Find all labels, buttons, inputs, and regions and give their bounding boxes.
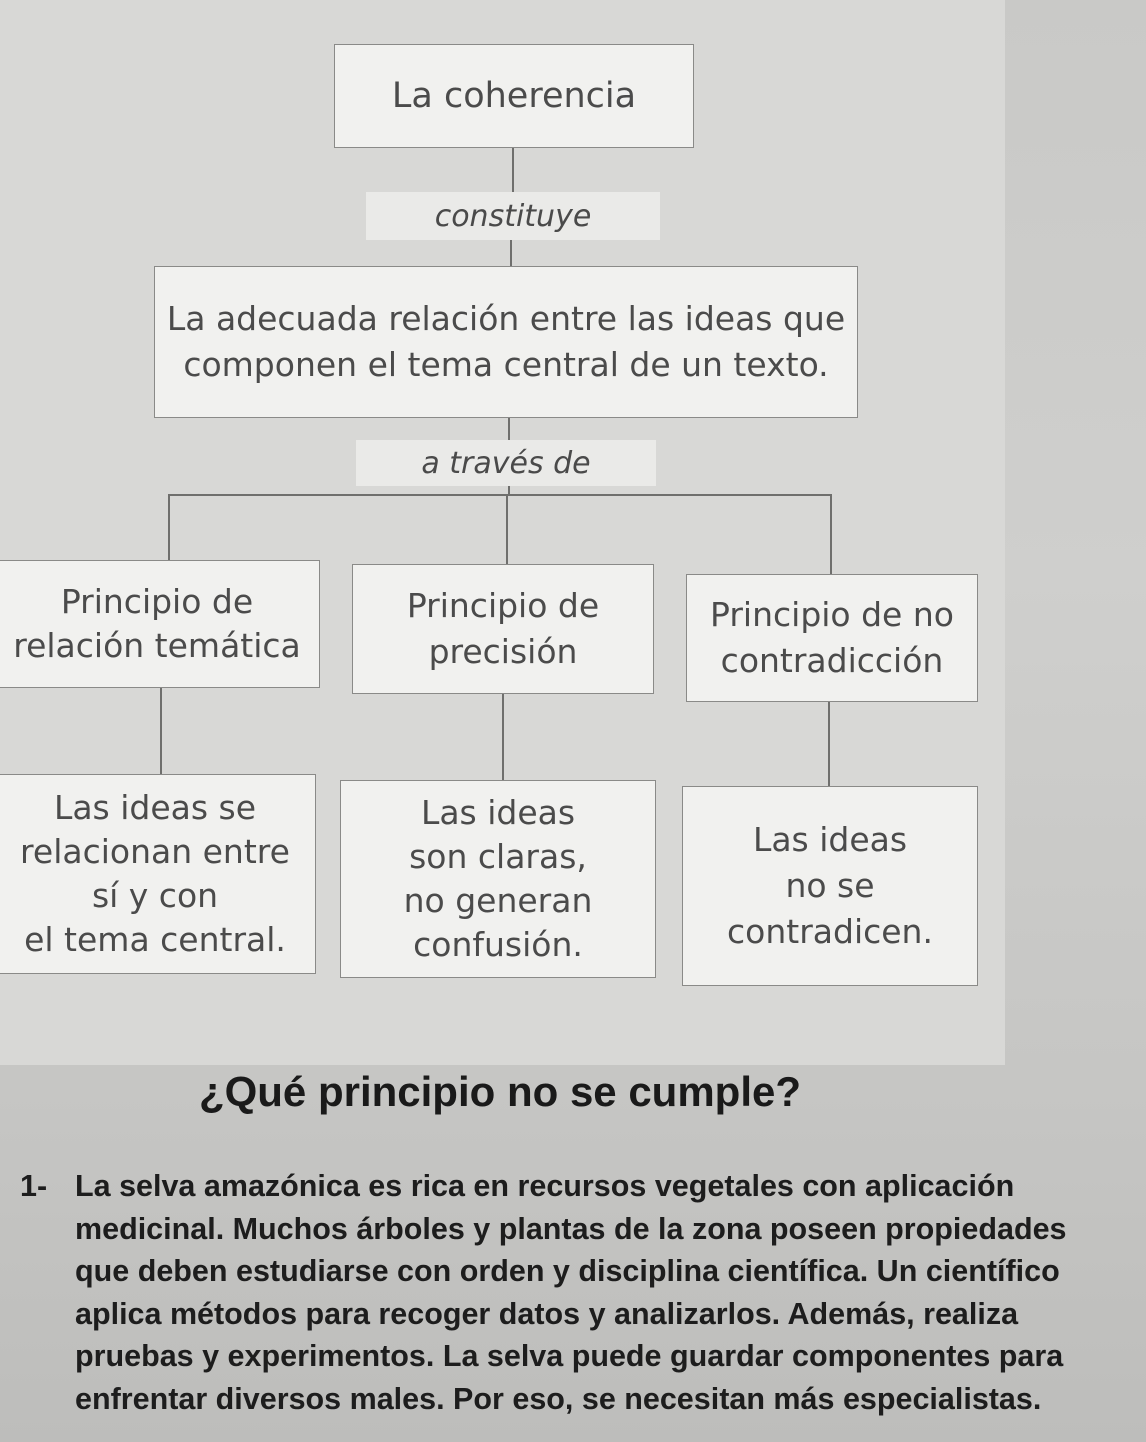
- connector-1-text: constituye: [434, 198, 592, 234]
- exercise-line-6: enfrentar diversos males. Por eso, se necesitan más especialistas.: [75, 1381, 1042, 1416]
- connector-line-right-down: [828, 702, 830, 788]
- description-1-line-3: sí y con: [91, 876, 219, 915]
- exercise-number: 1-: [20, 1169, 48, 1203]
- principle-2-title-line-2: precisión: [428, 632, 578, 671]
- question-heading: ¿Qué principio no se cumple?: [198, 1068, 802, 1115]
- connector-line-branch-left: [168, 494, 170, 560]
- exercise-line-1: La selva amazónica es rica en recursos vegetales con aplicación: [75, 1169, 1015, 1203]
- connector-line-root: [512, 148, 514, 196]
- exercise-line-4: aplica métodos para recoger datos y analizarlos. Además, realiza: [75, 1296, 1019, 1331]
- description-1-line-4: el tema central.: [24, 920, 286, 959]
- description-box-relacion-tematica: [0, 774, 316, 974]
- description-2-line-3: no generan: [403, 881, 593, 920]
- description-2-line-2: son claras,: [409, 837, 587, 876]
- connector-line-branch-right: [830, 496, 832, 576]
- principle-box-precision: [352, 564, 654, 694]
- connector-label-a-traves-de: [356, 440, 656, 486]
- description-2-line-4: confusión.: [413, 925, 583, 964]
- connector-line-branch-horizontal: [168, 494, 832, 496]
- description-1-line-1: Las ideas se: [53, 788, 257, 827]
- description-3-line-1: Las ideas: [752, 820, 908, 859]
- connector-line-middle-down: [502, 694, 504, 782]
- definition-box: [154, 266, 858, 418]
- exercise-paragraph: [20, 1165, 1140, 1420]
- principle-2-title-line-1: Principio de: [406, 586, 600, 625]
- description-1-line-2: relacionan entre: [20, 832, 290, 871]
- principle-3-title-line-1: Principio de no: [710, 595, 954, 634]
- description-box-no-contradiccion: [682, 786, 978, 986]
- exercise-line-2: medicinal. Muchos árboles y plantas de la zona poseen propiedades: [75, 1211, 1067, 1246]
- exercise-line-5: pruebas y experimentos. La selva puede guardar componentes para: [75, 1339, 1064, 1373]
- principle-box-no-contradiccion: [686, 574, 978, 702]
- description-2-line-1: Las ideas: [420, 793, 576, 832]
- root-concept-label: La coherencia: [391, 76, 637, 116]
- principle-box-relacion-tematica: [0, 560, 320, 688]
- exercise-line-3: que deben estudiarse con orden y disciplina científica. Un científico: [75, 1254, 1060, 1288]
- description-3-line-2: no se: [785, 866, 875, 905]
- root-concept-box: [334, 44, 694, 148]
- principle-3-title-line-2: contradicción: [720, 641, 944, 680]
- principle-1-title-line-1: Principio de: [60, 582, 254, 621]
- connector-line-branch-middle: [506, 496, 508, 564]
- connector-2-text: a través de: [421, 445, 591, 481]
- principle-1-title-line-2: relación temática: [13, 626, 301, 665]
- definition-line-2: componen el tema central de un texto.: [183, 345, 829, 384]
- description-box-precision: [340, 780, 656, 978]
- connector-label-constituye: [366, 192, 660, 240]
- connector-line-left-down: [160, 688, 162, 776]
- description-3-line-3: contradicen.: [727, 912, 933, 951]
- definition-line-1: La adecuada relación entre las ideas que: [166, 299, 846, 338]
